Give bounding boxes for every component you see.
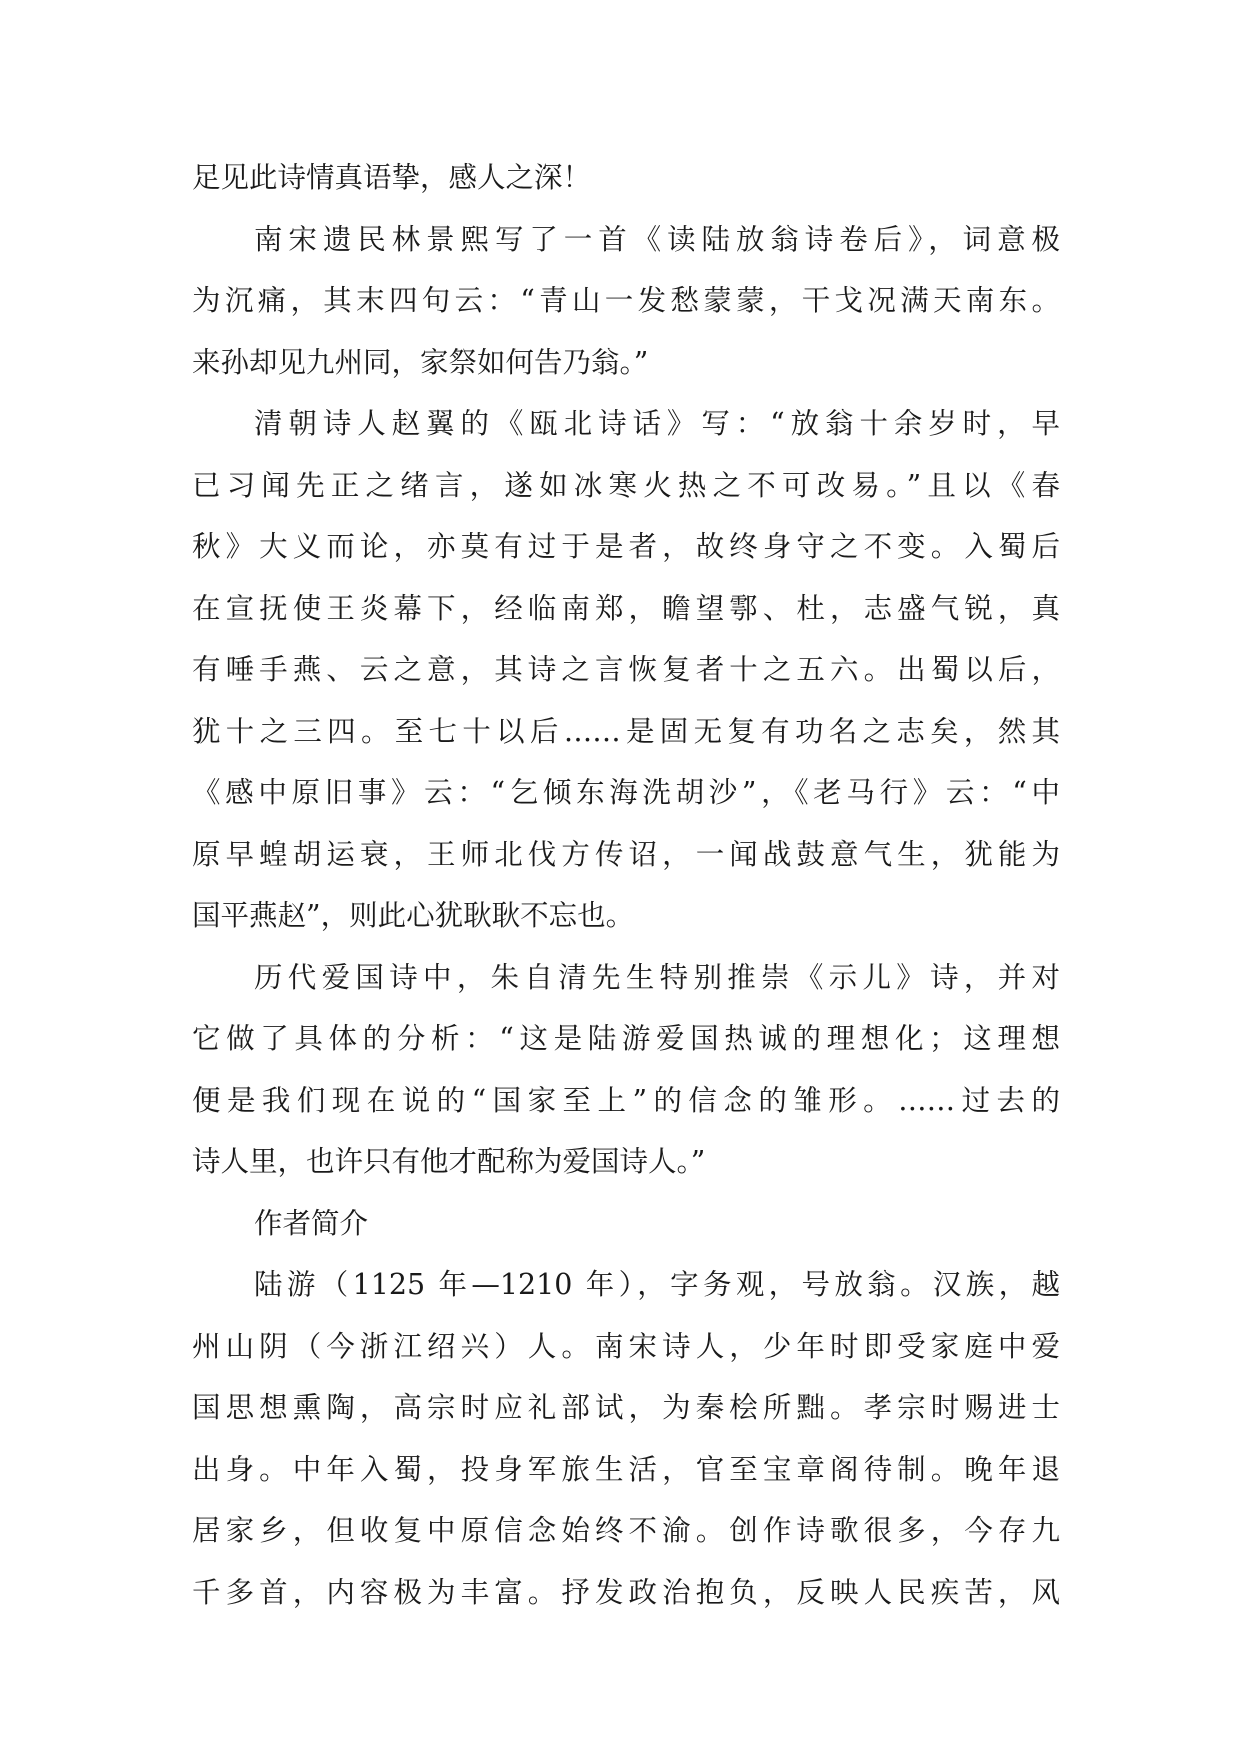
text-line: 出身。中年入蜀，投身军旅生活，官至宝章阁待制。晚年退 bbox=[192, 1452, 1060, 1486]
text-line: 清朝诗人赵翼的《瓯北诗话》写：“放翁十余岁时，早 bbox=[254, 407, 1060, 440]
text-line: 秋》大义而论，亦莫有过于是者，故终身守之不变。入蜀后 bbox=[192, 530, 1060, 563]
text-line: 为沉痛，其末四句云：“青山一发愁蒙蒙，干戈况满天南东。 bbox=[192, 284, 1060, 317]
text-line: 国平燕赵”，则此心犹耿耿不忘也。 bbox=[192, 899, 635, 932]
text-line: 诗人里，也许只有他才配称为爱国诗人。” bbox=[192, 1145, 706, 1178]
text-line: 历代爱国诗中，朱自清先生特别推崇《示儿》诗，并对 bbox=[254, 960, 1060, 994]
text-line: 居家乡，但收复中原信念始终不渝。创作诗歌很多，今存九 bbox=[192, 1514, 1060, 1547]
text-body bbox=[192, 158, 1060, 1634]
text-line: 在宣抚使王炎幕下，经临南郑，瞻望鄠、杜，志盛气锐，真 bbox=[192, 591, 1060, 625]
text-line: 州山阴（今浙江绍兴）人。南宋诗人，少年时即受家庭中爱 bbox=[192, 1329, 1060, 1363]
text-line: 有唾手燕、云之意，其诗之言恢复者十之五六。出蜀以后， bbox=[192, 653, 1060, 686]
text-line: 它做了具体的分析：“这是陆游爱国热诚的理想化；这理想 bbox=[192, 1022, 1060, 1055]
text-line: 作者简介 bbox=[254, 1206, 369, 1240]
text-line: 国思想熏陶，高宗时应礼部试，为秦桧所黜。孝宗时赐进士 bbox=[192, 1391, 1060, 1424]
text-line: 原早蝗胡运衰，王师北伐方传诏，一闻战鼓意气生，犹能为 bbox=[192, 837, 1060, 871]
text-line: 千多首，内容极为丰富。抒发政治抱负，反映人民疾苦，风 bbox=[192, 1575, 1060, 1609]
text-line: 犹十之三四。至七十以后……是固无复有功名之志矣，然其 bbox=[192, 714, 1060, 748]
text-line: 《感中原旧事》云：“乞倾东海洗胡沙”，《老马行》云：“中 bbox=[192, 776, 1060, 809]
text-line: 足见此诗情真语挚，感人之深！ bbox=[192, 161, 592, 194]
text-line: 陆游（1125 年—1210 年），字务观，号放翁。汉族，越 bbox=[254, 1268, 1060, 1301]
text-line: 已习闻先正之绪言，遂如冰寒火热之不可改易。”且以《春 bbox=[192, 468, 1060, 502]
text-line: 南宋遗民林景熙写了一首《读陆放翁诗卷后》，词意极 bbox=[254, 222, 1060, 256]
text-line: 便是我们现在说的“国家至上”的信念的雏形。……过去的 bbox=[192, 1083, 1060, 1117]
text-line: 来孙却见九州同，家祭如何告乃翁。” bbox=[192, 345, 649, 379]
